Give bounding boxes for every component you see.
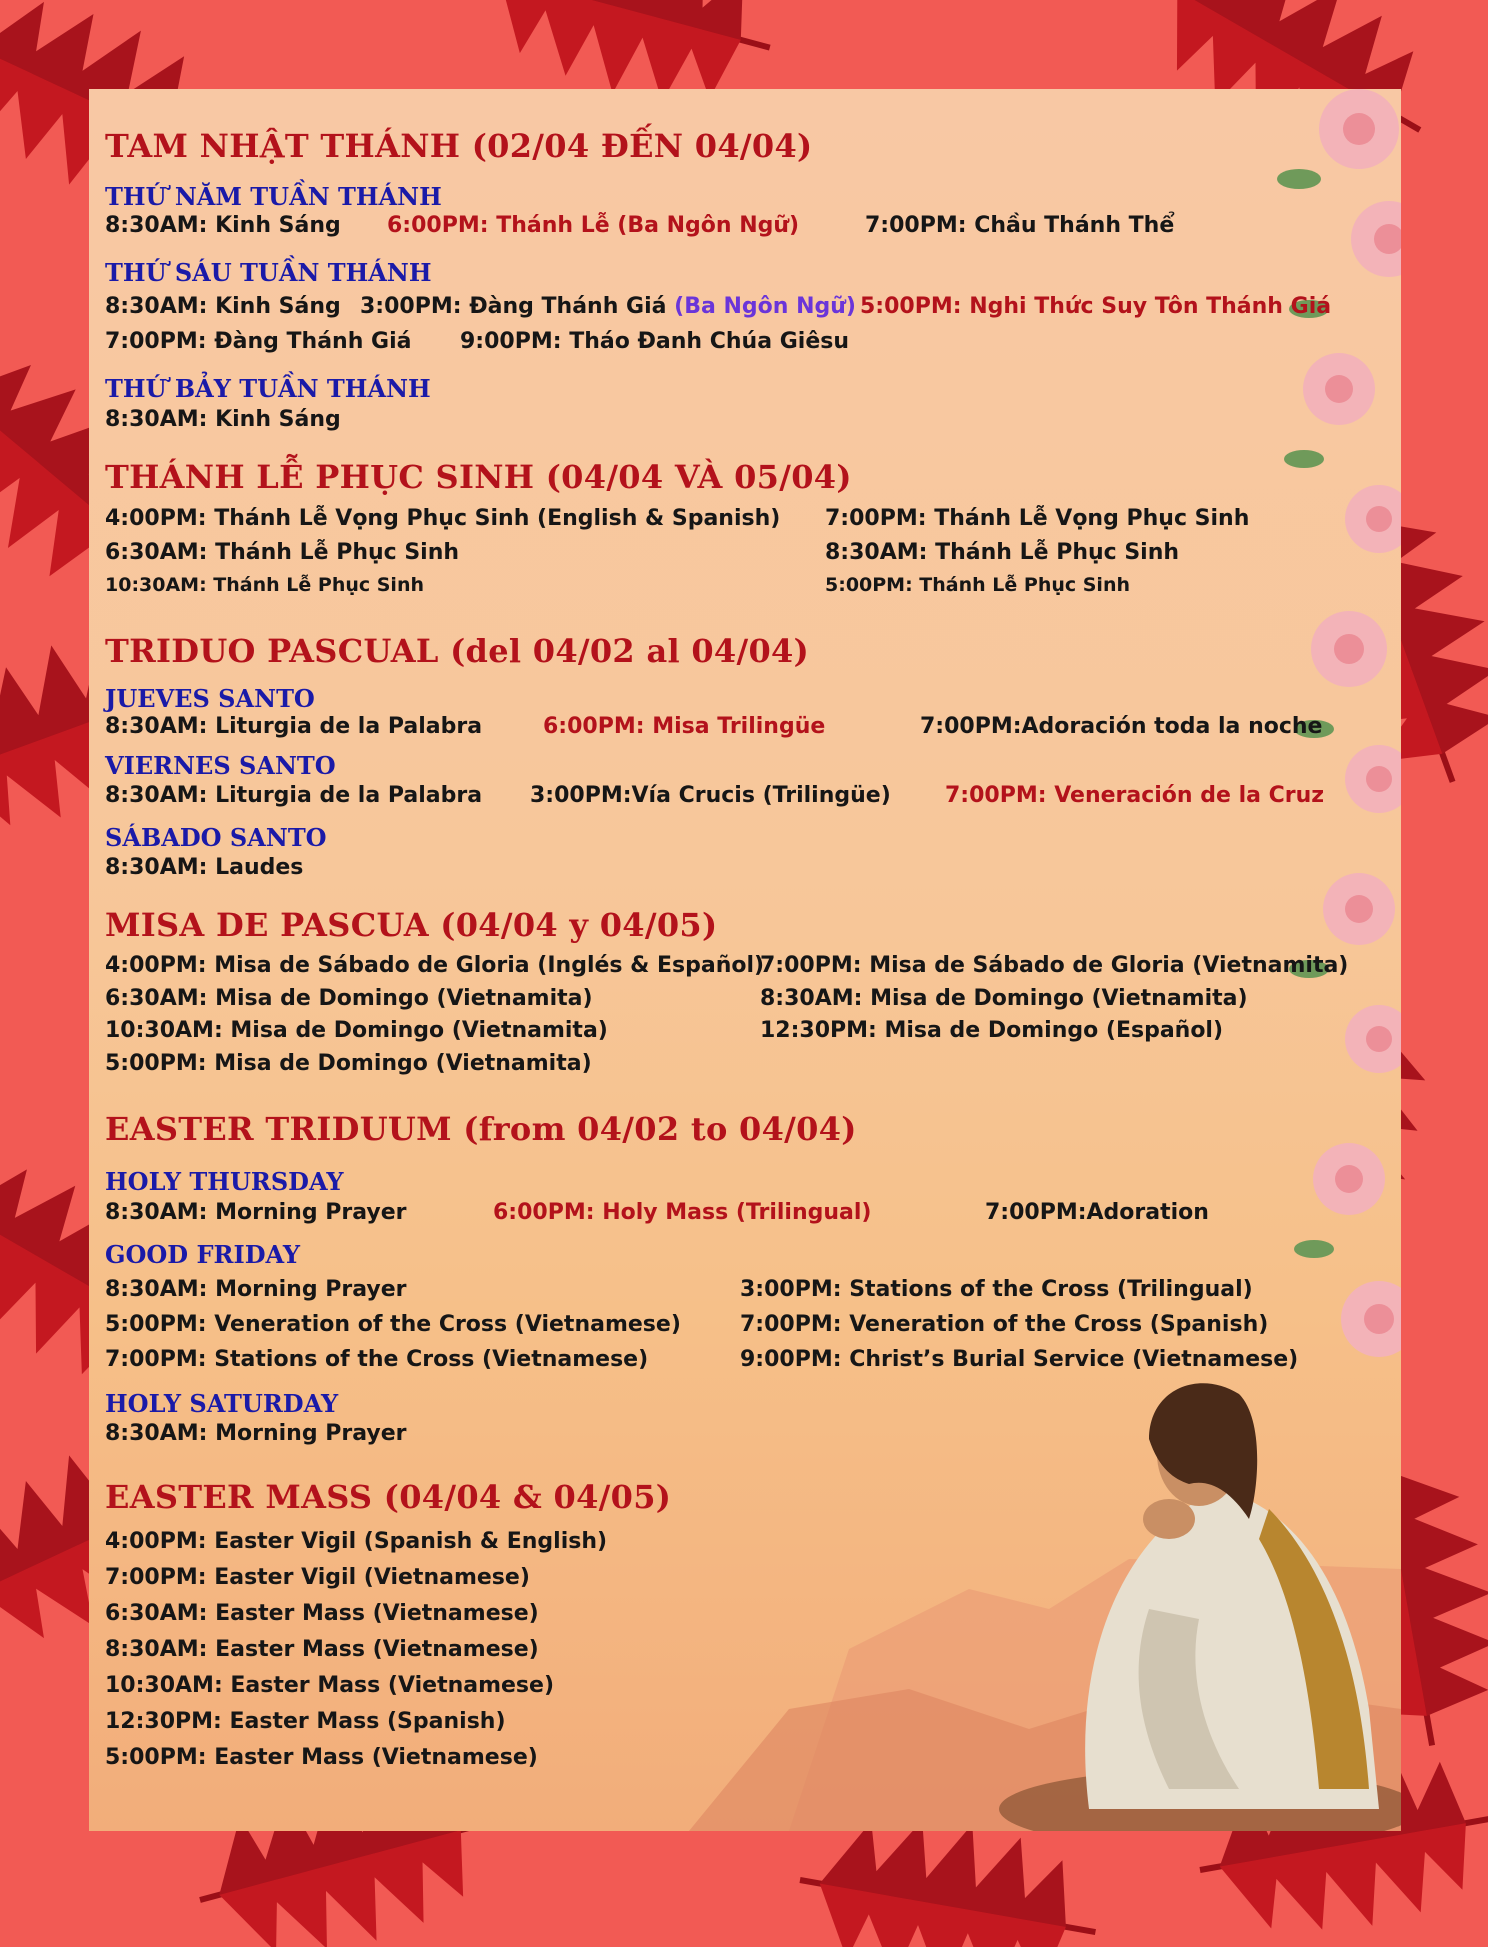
schedule-item: 3:00PM: Đàng Thánh Giá (Ba Ngôn Ngữ) bbox=[360, 294, 856, 319]
schedule-item: 7:00PM: Veneration of the Cross (Spanish) bbox=[740, 1312, 1269, 1337]
schedule-item: 5:00PM: Thánh Lễ Phục Sinh bbox=[825, 574, 1130, 596]
schedule-item: 3:00PM: Stations of the Cross (Trilingual) bbox=[740, 1277, 1253, 1302]
schedule-item: 12:30PM: Misa de Domingo (Español) bbox=[760, 1018, 1224, 1043]
schedule-item: 8:30AM: Kinh Sáng bbox=[105, 213, 341, 238]
schedule-item: 9:00PM: Christ’s Burial Service (Vietnamese) bbox=[740, 1347, 1299, 1372]
schedule-item: 8:30AM: Misa de Domingo (Vietnamita) bbox=[760, 986, 1248, 1011]
schedule-item: 5:00PM: Nghi Thức Suy Tôn Thánh Giá bbox=[860, 294, 1332, 319]
schedule-item: 7:00PM: Easter Vigil (Vietnamese) bbox=[105, 1565, 530, 1590]
schedule-item: 10:30AM: Easter Mass (Vietnamese) bbox=[105, 1673, 555, 1698]
schedule-item: 4:00PM: Misa de Sábado de Gloria (Inglés & Español) bbox=[105, 953, 765, 978]
schedule-item: 8:30AM: Kinh Sáng bbox=[105, 407, 341, 432]
en-good-friday-title: GOOD FRIDAY bbox=[105, 1240, 301, 1269]
vn-good-friday-title: THỨ SÁU TUẦN THÁNH bbox=[105, 258, 432, 287]
es-triduum-title: TRIDUO PASCUAL (del 04/02 al 04/04) bbox=[105, 632, 810, 670]
schedule-item: 7:00PM:Adoración toda la noche bbox=[920, 714, 1323, 739]
schedule-item: 5:00PM: Easter Mass (Vietnamese) bbox=[105, 1745, 538, 1770]
es-holy-saturday-title: SÁBADO SANTO bbox=[105, 823, 327, 852]
en-holy-saturday-title: HOLY SATURDAY bbox=[105, 1389, 339, 1418]
es-holy-thursday-title: JUEVES SANTO bbox=[105, 684, 315, 713]
schedule-item: 6:00PM: Holy Mass (Trilingual) bbox=[493, 1200, 872, 1225]
schedule-item: 5:00PM: Veneration of the Cross (Vietnamese) bbox=[105, 1312, 681, 1337]
es-easter-title: MISA DE PASCUA (04/04 y 04/05) bbox=[105, 906, 718, 944]
schedule-item: 8:30AM: Morning Prayer bbox=[105, 1277, 407, 1302]
schedule-item: 7:00PM: Misa de Sábado de Gloria (Vietnamita) bbox=[760, 953, 1349, 978]
schedule-item: 8:30AM: Easter Mass (Vietnamese) bbox=[105, 1637, 539, 1662]
schedule-item: 5:00PM: Misa de Domingo (Vietnamita) bbox=[105, 1051, 592, 1076]
schedule-item: 6:00PM: Misa Trilingüe bbox=[543, 714, 826, 739]
vn-holy-thursday-title: THỨ NĂM TUẦN THÁNH bbox=[105, 182, 442, 211]
schedule-item: 7:00PM:Adoration bbox=[985, 1200, 1209, 1225]
schedule-item: 6:30AM: Easter Mass (Vietnamese) bbox=[105, 1601, 539, 1626]
schedule-item: 7:00PM: Stations of the Cross (Vietnamese) bbox=[105, 1347, 649, 1372]
en-holy-thursday-title: HOLY THURSDAY bbox=[105, 1167, 344, 1196]
en-triduum-title: EASTER TRIDUUM (from 04/02 to 04/04) bbox=[105, 1110, 857, 1148]
schedule-item: 6:30AM: Thánh Lễ Phục Sinh bbox=[105, 540, 460, 565]
en-easter-title: EASTER MASS (04/04 & 04/05) bbox=[105, 1478, 672, 1516]
schedule-item: 7:00PM: Thánh Lễ Vọng Phục Sinh bbox=[825, 506, 1250, 531]
schedule-item: 7:00PM: Đàng Thánh Giá bbox=[105, 329, 412, 354]
schedule-item: 6:00PM: Thánh Lễ (Ba Ngôn Ngữ) bbox=[387, 213, 800, 238]
schedule-item: 4:00PM: Thánh Lễ Vọng Phục Sinh (English & Spanish) bbox=[105, 506, 781, 531]
schedule-item: 8:30AM: Liturgia de la Palabra bbox=[105, 714, 483, 739]
schedule-item: 10:30AM: Misa de Domingo (Vietnamita) bbox=[105, 1018, 608, 1043]
schedule-item: 8:30AM: Morning Prayer bbox=[105, 1421, 407, 1446]
vn-easter-title: THÁNH LỄ PHỤC SINH (04/04 VÀ 05/04) bbox=[105, 458, 852, 496]
vn-holy-saturday-title: THỨ BẢY TUẦN THÁNH bbox=[105, 374, 431, 403]
schedule-item: 8:30AM: Laudes bbox=[105, 855, 304, 880]
schedule-item: 10:30AM: Thánh Lễ Phục Sinh bbox=[105, 574, 424, 596]
schedule-item: 4:00PM: Easter Vigil (Spanish & English) bbox=[105, 1529, 608, 1554]
schedule-item: 8:30AM: Thánh Lễ Phục Sinh bbox=[825, 540, 1180, 565]
schedule-item: 9:00PM: Tháo Đanh Chúa Giêsu bbox=[460, 329, 849, 354]
schedule-item: 8:30AM: Morning Prayer bbox=[105, 1200, 407, 1225]
es-good-friday-title: VIERNES SANTO bbox=[105, 751, 336, 780]
schedule-item: 12:30PM: Easter Mass (Spanish) bbox=[105, 1709, 506, 1734]
schedule-item: 7:00PM: Veneración de la Cruz bbox=[945, 783, 1325, 808]
schedule-item: 8:30AM: Kinh Sáng bbox=[105, 294, 341, 319]
schedule-item: 8:30AM: Liturgia de la Palabra bbox=[105, 783, 483, 808]
schedule-item: 3:00PM:Vía Crucis (Trilingüe) bbox=[530, 783, 891, 808]
vn-triduum-title: TAM NHẬT THÁNH (02/04 ĐẾN 04/04) bbox=[105, 127, 813, 165]
schedule-item: 7:00PM: Chầu Thánh Thể bbox=[865, 213, 1175, 238]
schedule-item: 6:30AM: Misa de Domingo (Vietnamita) bbox=[105, 986, 593, 1011]
